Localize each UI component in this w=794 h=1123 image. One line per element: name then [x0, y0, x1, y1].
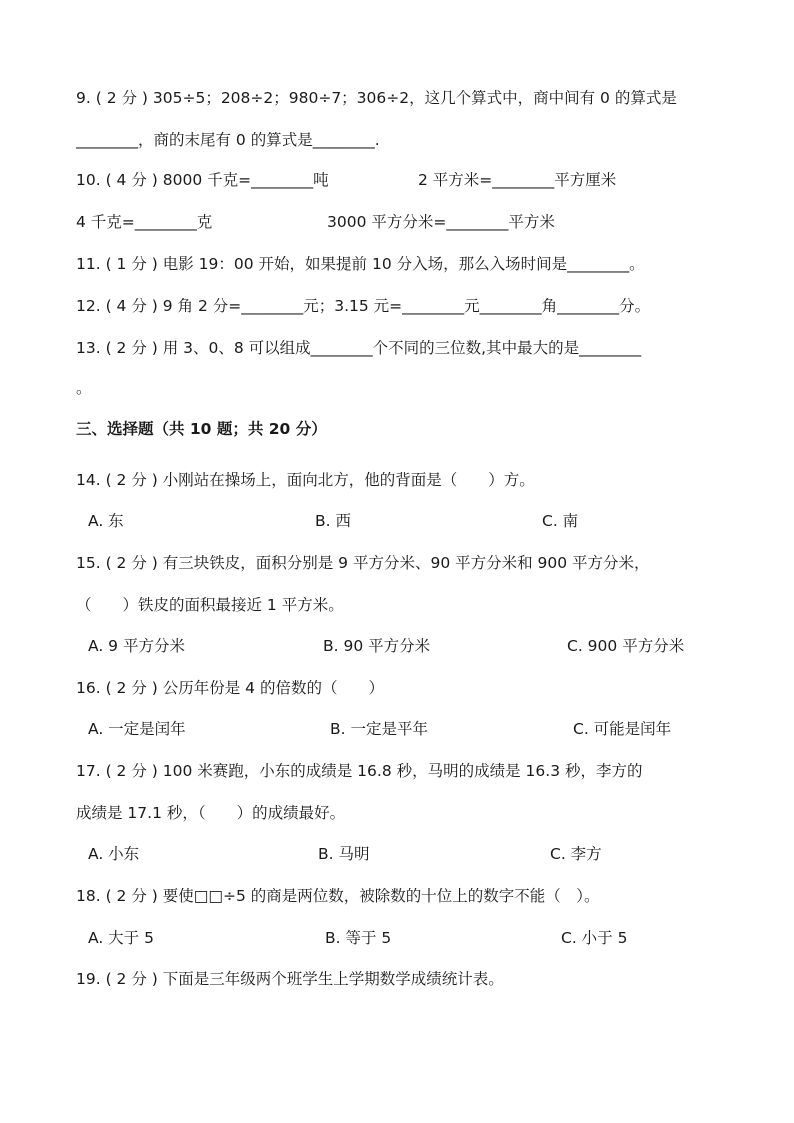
question-15-line-1: 15. ( 2 分 ) 有三块铁皮，面积分别是 9 平方分米、90 平方分米和 900 平方分米，: [76, 554, 650, 572]
question-9-line-2: ________，商的末尾有 0 的算式是________.: [76, 131, 380, 149]
question-16-option-a: A. 一定是闰年: [88, 720, 186, 738]
question-10-part-b: 2 平方米=________平方厘米: [418, 171, 617, 189]
question-17-option-c: C. 李方: [550, 845, 602, 863]
question-16-option-c: C. 可能是闰年: [573, 720, 672, 738]
question-15-option-c: C. 900 平方分米: [567, 637, 685, 655]
question-9-line-1: 9. ( 2 分 ) 305÷5；208÷2；980÷7；306÷2，这几个算式中，商中间有 0 的算式是: [76, 89, 677, 107]
question-13-line-1: 13. ( 2 分 ) 用 3、0、8 可以组成________个不同的三位数,其中最大的是________: [76, 339, 642, 357]
question-18: 18. ( 2 分 ) 要使□□÷5 的商是两位数，被除数的十位上的数字不能（ ）。: [76, 887, 600, 905]
question-11: 11. ( 1 分 ) 电影 19：00 开始，如果提前 10 分入场，那么入场时间是________。: [76, 255, 645, 273]
question-18-option-a: A. 大于 5: [88, 929, 154, 947]
question-18-option-c: C. 小于 5: [561, 929, 628, 947]
question-17-line-1: 17. ( 2 分 ) 100 米赛跑，小东的成绩是 16.8 秒，马明的成绩是 16.3 秒，李方的: [76, 762, 643, 780]
question-10-part-a: 10. ( 4 分 ) 8000 千克=________吨: [76, 171, 329, 189]
question-15-option-a: A. 9 平方分米: [88, 637, 185, 655]
question-10-part-d: 3000 平方分米=________平方米: [327, 213, 555, 231]
question-16-option-b: B. 一定是平年: [330, 720, 428, 738]
question-17-line-2: 成绩是 17.1 秒，（ ）的成绩最好。: [76, 804, 346, 822]
question-14: 14. ( 2 分 ) 小刚站在操场上，面向北方，他的背面是（ ）方。: [76, 471, 535, 489]
question-10-part-c: 4 千克=________克: [76, 213, 213, 231]
question-15-option-b: B. 90 平方分米: [323, 637, 431, 655]
question-14-option-b: B. 西: [315, 512, 351, 530]
section-3-heading: 三、选择题（共 10 题；共 20 分）: [76, 420, 327, 438]
question-14-option-a: A. 东: [88, 512, 124, 530]
question-12: 12. ( 4 分 ) 9 角 2 分=________元；3.15 元=________元________角________分。: [76, 297, 651, 315]
question-13-line-2: 。: [76, 379, 92, 397]
question-18-option-b: B. 等于 5: [325, 929, 392, 947]
question-15-line-2: （ ）铁皮的面积最接近 1 平方米。: [76, 596, 344, 614]
question-17-option-a: A. 小东: [88, 845, 140, 863]
question-14-option-c: C. 南: [542, 512, 579, 530]
question-16: 16. ( 2 分 ) 公历年份是 4 的倍数的（ ）: [76, 679, 384, 697]
question-19: 19. ( 2 分 ) 下面是三年级两个班学生上学期数学成绩统计表。: [76, 970, 504, 988]
question-17-option-b: B. 马明: [318, 845, 370, 863]
